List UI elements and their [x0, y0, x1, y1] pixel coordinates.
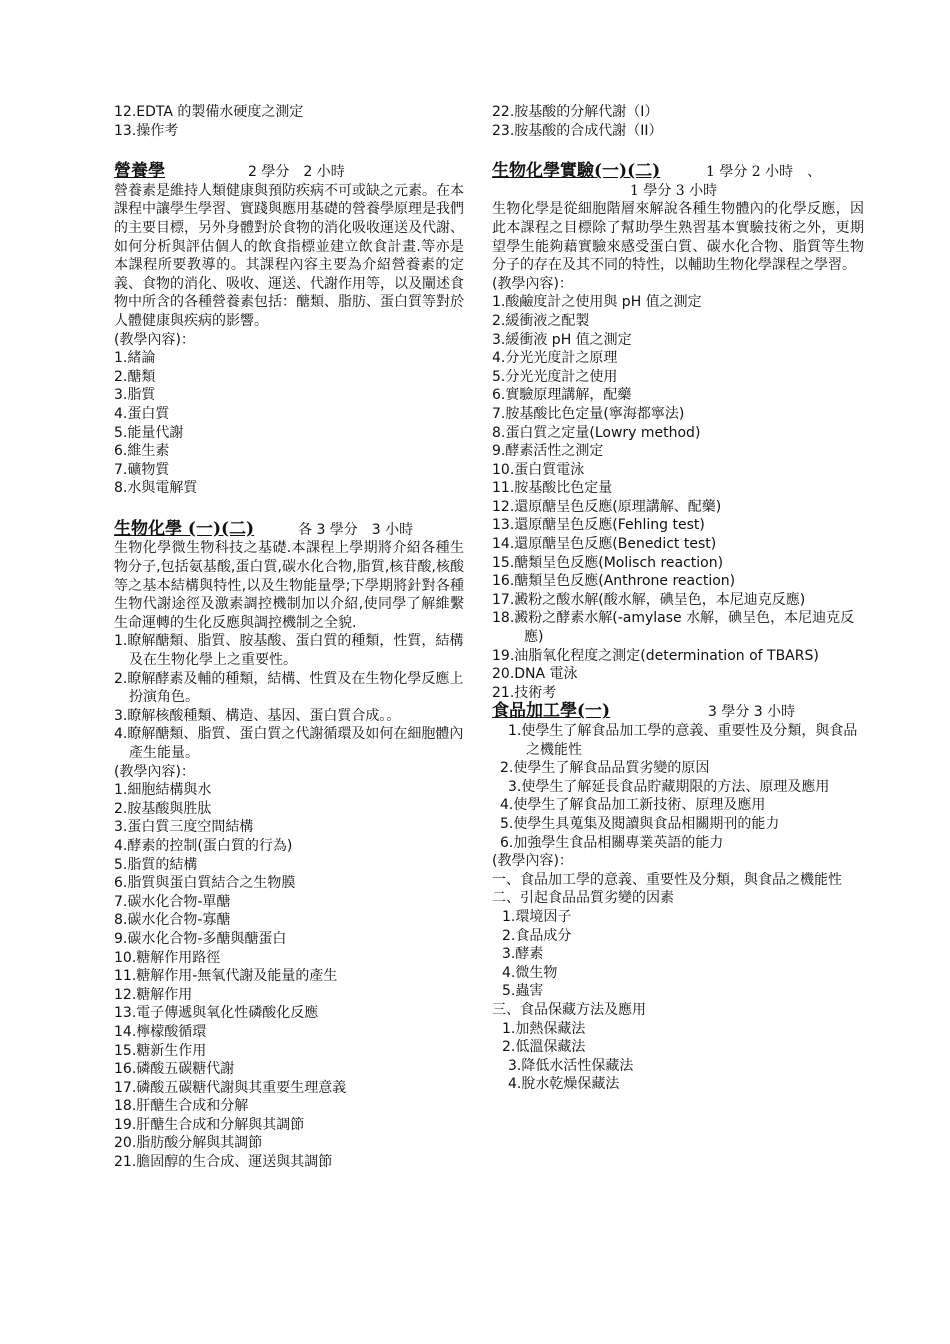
list-item: 10.蛋白質電泳	[492, 461, 585, 478]
course-credits: 各 3 學分 3 小時	[298, 521, 414, 538]
list-item: 8.蛋白質之定量(Lowry method)	[492, 424, 701, 441]
nutrition-heading	[114, 162, 464, 182]
list-item: 9.碳水化合物-多醣與醣蛋白	[114, 930, 287, 947]
list-item: 12.糖解作用	[114, 986, 193, 1003]
list-item: 1.加熱保藏法	[502, 1020, 586, 1037]
course-description: 營養素是維持人類健康與預防疾病不可或缺之元素。在本課程中讓學生學習、實踐與應用基礎的營養學原理是我們的主要目標，另外身體對於食物的消化吸收運送及代謝、如何分析與評估個人的飲食指標並建立飲食計畫.等亦是本課程所要教導的。其課程內容主要為介紹營養素的定義、食物的消化、吸收、運送、代謝作用等，以及闡述食物中所含的各種營養素包括：醣類、脂肪、蛋白質等對於人體健康與疾病的影響。	[114, 182, 464, 329]
list-item: 2.胺基酸與胜肽	[114, 800, 212, 817]
right-column	[492, 103, 864, 1094]
list-item: 4.酵素的控制(蛋白質的行為)	[114, 837, 293, 854]
list-item: 16.醣類呈色反應(Anthrone reaction)	[492, 573, 736, 590]
list-item: 5.蟲害	[502, 983, 544, 1000]
biochem-lab-heading	[492, 162, 864, 182]
list-item: 3.蛋白質三度空間結構	[114, 819, 254, 836]
course-title: 食品加工學(一)	[492, 701, 611, 722]
biochem-heading	[114, 520, 464, 540]
course-title: 營養學	[114, 161, 165, 182]
list-item: 3.酵素	[502, 946, 544, 963]
course-description: 生物化學是從細胞階層來解說各種生物體內的化學反應，因此本課程之目標除了幫助學生熟習基本實驗技術之外，更期望學生能夠藉實驗來感受蛋白質、碳水化合物、脂質等生物分子的存在及其不同的特性，以輔助生物化學課程之學習。	[492, 201, 864, 274]
course-title: 生物化學實驗(一)(二)	[492, 161, 661, 182]
section-heading: 三、食品保藏方法及應用	[492, 1001, 646, 1018]
content-list	[492, 293, 864, 702]
goal-item: 5.使學生具蒐集及閱讀與食品相關期刊的能力	[500, 815, 780, 832]
list-item: 20.脂肪酸分解與其調節	[114, 1135, 263, 1152]
list-item: 14.還原醣呈色反應(Benedict test)	[492, 536, 717, 553]
list-item: 6.實驗原理講解，配藥	[492, 387, 632, 404]
list-item: 21.技術考	[492, 684, 557, 701]
list-item: 8.水與電解質	[114, 480, 198, 497]
list-item: 5.脂質的結構	[114, 856, 198, 873]
list-item: 18.肝醣生合成和分解	[114, 1098, 249, 1115]
list-item: 17.澱粉之酸水解(酸水解，碘呈色，本尼迪克反應)	[492, 591, 806, 608]
list-item: 4.分光光度計之原理	[492, 350, 618, 367]
content-label: (教學內容)：	[114, 331, 195, 348]
list-item: 4.蛋白質	[114, 405, 170, 422]
goal-item: 3.使學生了解延長食品貯藏期限的方法、原理及應用	[508, 778, 830, 795]
biochem-lab-section	[492, 162, 864, 702]
goal-item: 2.瞭解酵素及輔的種類，結構、性質及在生物化學反應上扮演角色。	[114, 670, 464, 706]
list-item: 9.酵素活性之測定	[492, 443, 604, 460]
biochem-section	[114, 520, 464, 1172]
list-item: 2.食品成分	[502, 927, 572, 944]
list-item: 6.維生素	[114, 443, 170, 460]
section-heading: 一、食品加工學的意義、重要性及分類，與食品之機能性	[492, 871, 842, 888]
list-item: 20.DNA 電泳	[492, 666, 578, 683]
list-item: 13.還原醣呈色反應(Fehling test)	[492, 517, 705, 534]
list-item: 19.油脂氧化程度之測定(determination of TBARS)	[492, 647, 819, 664]
food-heading	[492, 702, 864, 722]
course-credits: 3 學分 3 小時	[708, 704, 796, 721]
content-label: (教學內容)：	[114, 763, 195, 780]
course-credits: 2 學分 2 小時	[248, 164, 345, 181]
list-item: 13.操作考	[114, 122, 179, 139]
goal-list	[114, 632, 464, 762]
goal-item: 1.使學生了解食品加工學的意義、重要性及分類，與食品之機能性	[508, 723, 858, 758]
course-credits-second: 1 學分 3 小時	[630, 182, 718, 199]
course-credits: 1 學分 2 小時 、	[706, 164, 822, 181]
list-item: 11.胺基酸比色定量	[492, 480, 613, 497]
list-item: 23.胺基酸的合成代謝（II）	[492, 122, 663, 139]
goal-item: 1.瞭解醣類、脂質、胺基酸、蛋白質的種類，性質，結構及在生物化學上之重要性。	[114, 633, 464, 669]
list-item: 10.糖解作用路徑	[114, 949, 221, 966]
content-list	[492, 1020, 864, 1094]
list-item: 15.糖新生作用	[114, 1042, 207, 1059]
list-item: 2.醣類	[114, 368, 156, 385]
list-item: 1.酸鹼度計之使用與 pH 值之測定	[492, 294, 702, 311]
list-item: 12.還原醣呈色反應(原理講解、配藥)	[492, 498, 722, 515]
list-item: 15.醣類呈色反應(Molisch reaction)	[492, 554, 724, 571]
list-item: 7.胺基酸比色定量(寧海都寧法)	[492, 405, 685, 422]
list-item: 1.細胞結構與水	[114, 782, 212, 799]
section-heading: 二、引起食品品質劣變的因素	[492, 890, 674, 907]
list-item: 3.脂質	[114, 387, 156, 404]
list-item: 11.糖解作用-無氧代謝及能量的產生	[114, 968, 338, 985]
goal-list	[492, 722, 864, 852]
list-item: 22.胺基酸的分解代謝（I）	[492, 104, 659, 120]
goal-item: 6.加強學生食品相關專業英語的能力	[500, 834, 724, 851]
list-item: 21.膽固醇的生合成、運送與其調節	[114, 1154, 333, 1171]
list-item: 1.緒論	[114, 350, 156, 367]
nutrition-section	[114, 162, 464, 498]
left-column	[114, 103, 464, 1172]
course-title: 生物化學 (一)(二)	[114, 518, 255, 539]
goal-item: 2.使學生了解食品品質劣變的原因	[500, 760, 710, 777]
list-item: 12.EDTA 的製備水硬度之測定	[114, 104, 304, 120]
content-label: (教學內容)：	[492, 853, 573, 870]
content-list	[114, 349, 464, 498]
list-item: 4.微生物	[502, 964, 558, 981]
list-item: 7.碳水化合物-單醣	[114, 893, 231, 910]
content-list	[114, 781, 464, 1171]
list-item: 19.肝醣生合成和分解與其調節	[114, 1116, 305, 1133]
goal-item: 4.瞭解醣類、脂質、蛋白質之代謝循環及如何在細胞體內產生能量。	[114, 726, 464, 761]
goal-item: 3.瞭解核酸種類、構造、基因、蛋白質合成。。	[114, 707, 401, 724]
list-item: 6.脂質與蛋白質結合之生物膜	[114, 875, 296, 892]
list-item: 13.電子傳遞與氧化性磷酸化反應	[114, 1005, 319, 1022]
list-item: 14.檸檬酸循環	[114, 1023, 207, 1040]
list-item: 2.緩衝液之配製	[492, 312, 590, 329]
list-item: 7.礦物質	[114, 461, 170, 478]
list-item: 3.降低水活性保藏法	[508, 1057, 634, 1074]
list-item: 1.環境因子	[502, 908, 572, 925]
content-label: (教學內容)：	[492, 275, 573, 292]
content-list	[492, 908, 864, 1001]
list-item: 2.低溫保藏法	[502, 1039, 586, 1056]
list-item: 5.分光光度計之使用	[492, 368, 618, 385]
list-item: 8.碳水化合物-寡醣	[114, 912, 231, 929]
course-description: 生物化學微生物科技之基礎.本課程上學期將介紹各種生物分子,包括氨基酸,蛋白質,碳水化合物,脂質,核苷酸,核酸等之基本結構與特性,以及生物能量學;下學期將針對各種生物代謝途徑及激素調控機制加以介紹,使同學了解維繫生命運轉的生化反應與調控機制之全貌.	[114, 540, 464, 631]
list-item: 16.磷酸五碳糖代謝	[114, 1061, 235, 1078]
list-item: 3.緩衝液 pH 值之測定	[492, 331, 632, 348]
goal-item: 4.使學生了解食品加工新技術、原理及應用	[500, 797, 766, 814]
food-processing-section	[492, 702, 864, 1093]
list-item: 5.能量代謝	[114, 424, 184, 441]
list-item: 4.脫水乾燥保藏法	[508, 1076, 620, 1093]
list-item: 18.澱粉之酵素水解(-amylase 水解，碘呈色，本尼迪克反應)	[492, 610, 855, 646]
list-item: 17.磷酸五碳糖代謝與其重要生理意義	[114, 1079, 347, 1096]
